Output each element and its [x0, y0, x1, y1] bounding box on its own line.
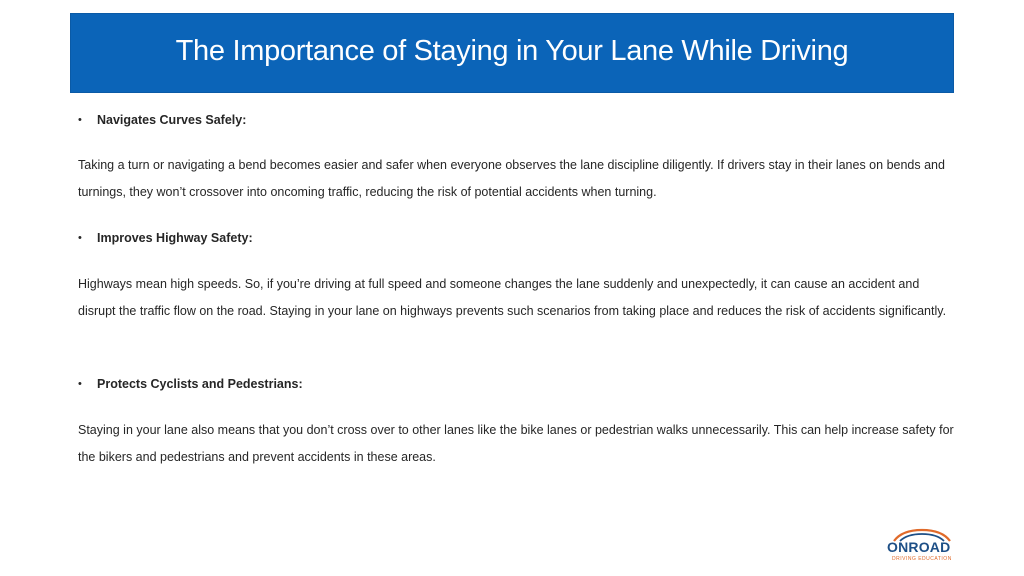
bullet-heading-cyclists: [78, 374, 303, 394]
paragraph-cyclists: Staying in your lane also means that you don’t cross over to other lanes like the bike lanes or pedestrian walks unnecessarily. This can help increase safety for the bikers and pedestrians and prevent accidents in these areas.: [78, 423, 954, 464]
bullet-heading-curves: [78, 110, 246, 130]
paragraph-highway: Highways mean high speeds. So, if you’re driving at full speed and someone changes the lane suddenly and unexpectedly, it can cause an accident and disrupt the traffic flow on the road. Staying in your lane on highways prevents such scenarios from taking place and reduces the risk of accidents significantly.: [78, 277, 947, 318]
bullet-heading-label: Protects Cyclists and Pedestrians:: [97, 377, 303, 391]
logo-subtitle: DRIVING EDUCATION: [892, 556, 952, 562]
bullet-icon: •: [78, 232, 82, 244]
page-title: The Importance of Staying in Your Lane While Driving: [175, 34, 849, 67]
bullet-heading-label: Improves Highway Safety:: [97, 231, 253, 245]
onroad-logo: [882, 528, 962, 568]
title-banner: [70, 13, 954, 93]
bullet-heading-highway: [78, 228, 253, 248]
bullet-icon: •: [78, 114, 82, 126]
logo-wordmark: ONROAD: [887, 539, 951, 555]
paragraph-curves: Taking a turn or navigating a bend becomes easier and safer when everyone observes the lane discipline diligently. If drivers stay in their lanes on bends and turnings, they won’t crossover into oncoming traffic, reducing the risk of potential accidents when turning.: [78, 158, 945, 199]
bullet-heading-label: Navigates Curves Safely:: [97, 113, 247, 127]
bullet-icon: •: [78, 378, 82, 390]
